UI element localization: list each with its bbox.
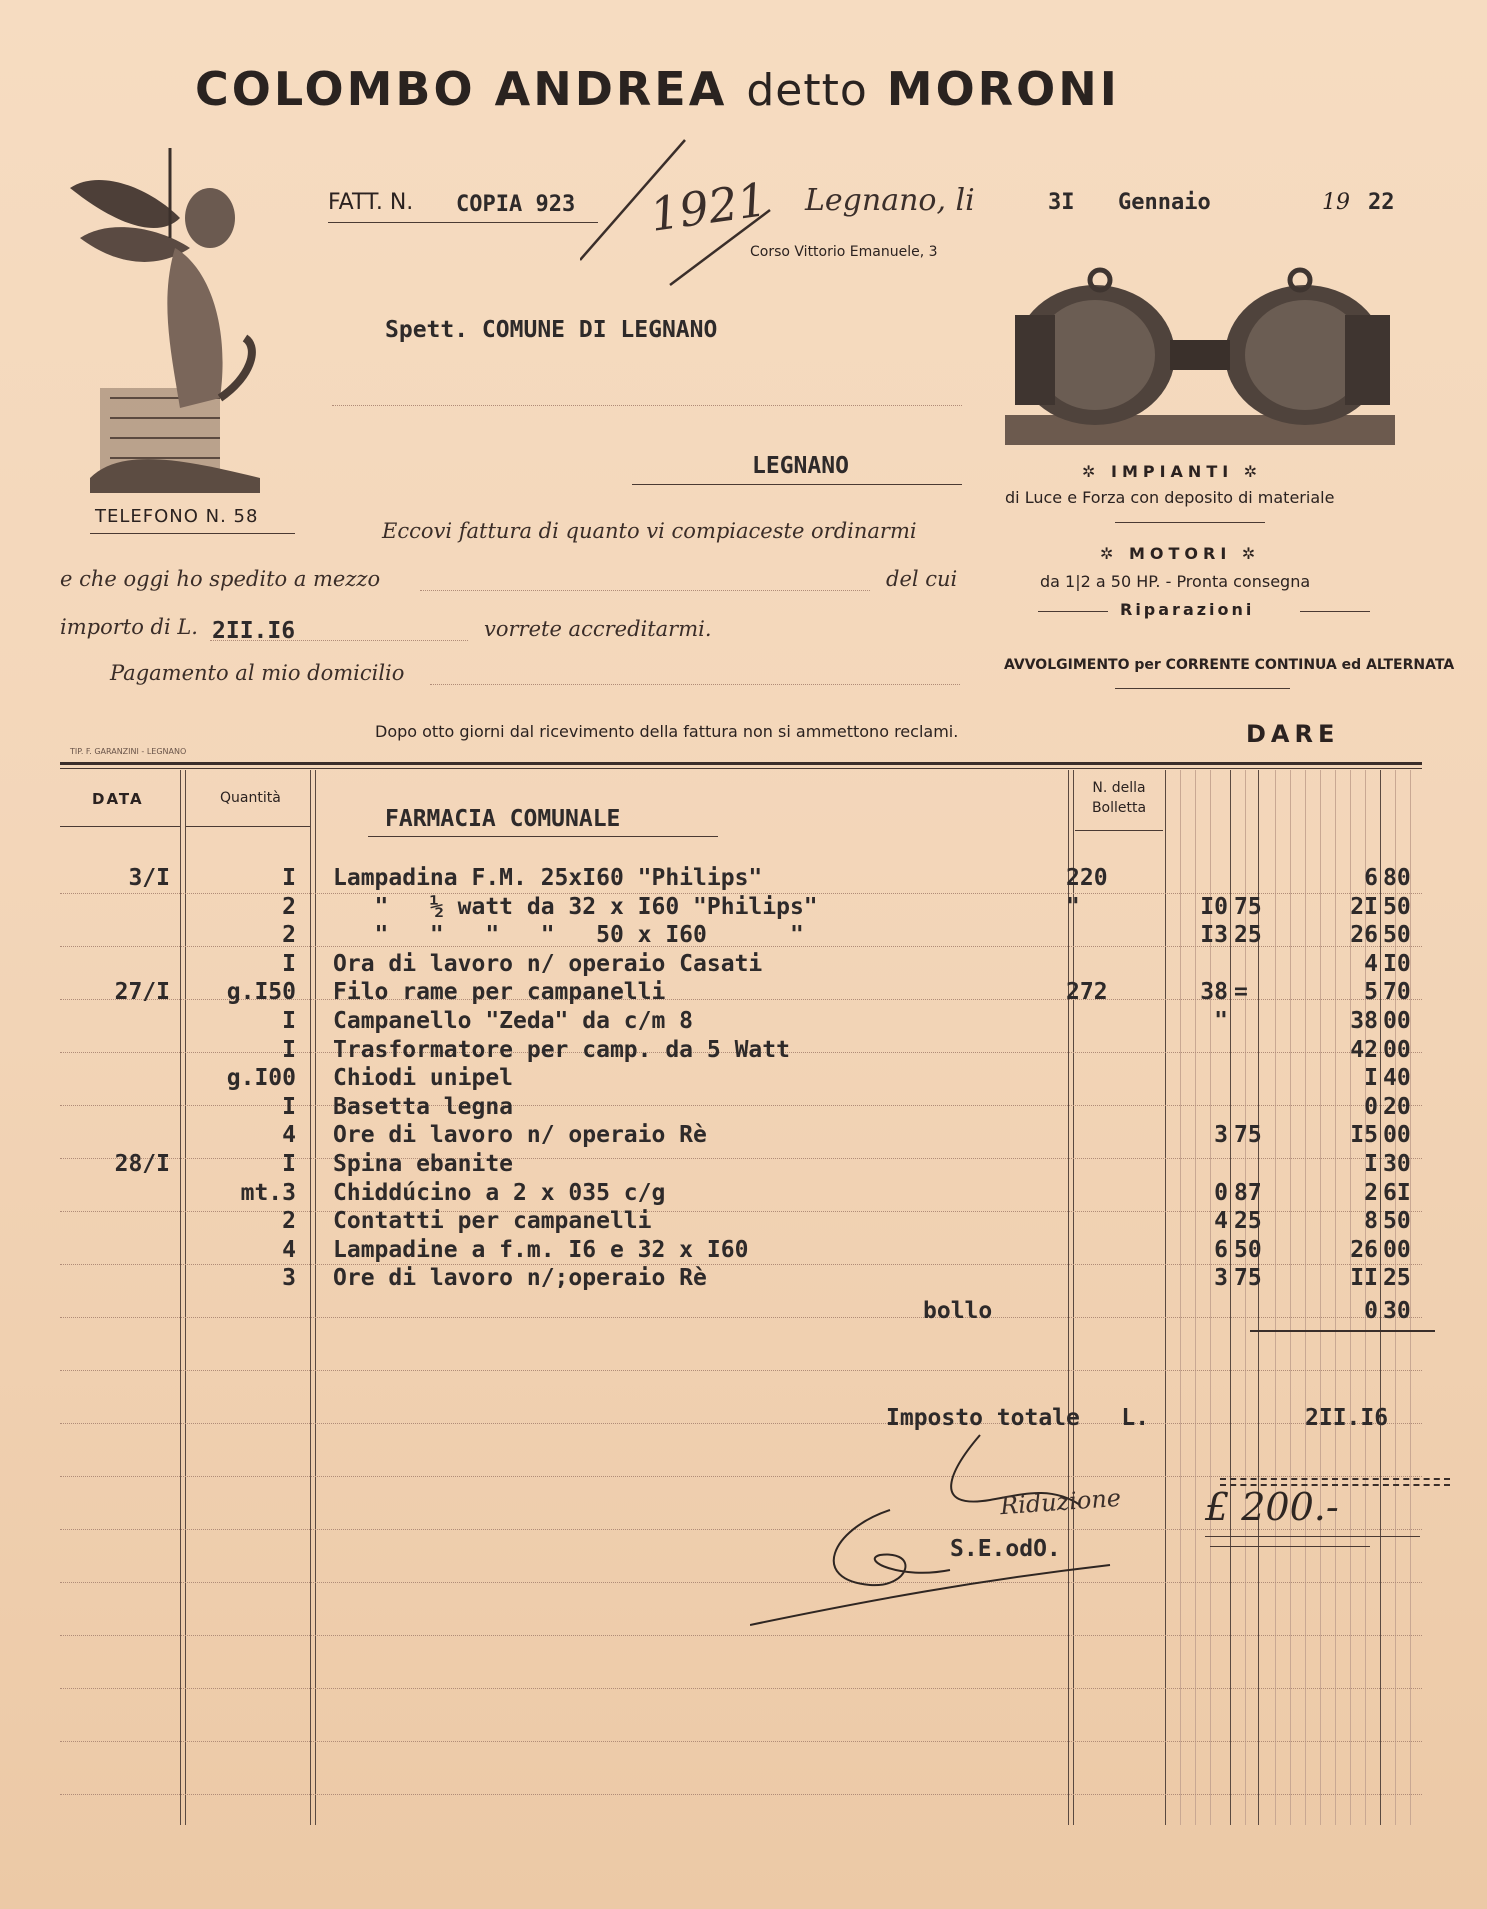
row-bolletta: 272 bbox=[1066, 979, 1108, 1006]
row-description: Chiodi unipel bbox=[333, 1065, 514, 1092]
row-description: Basetta legna bbox=[333, 1093, 514, 1120]
row-unit-price-cents: 75 bbox=[1234, 1265, 1262, 1292]
row-amount-cents: 00 bbox=[1383, 1122, 1411, 1149]
row-amount-lire: 38 bbox=[1350, 1008, 1378, 1034]
row-rule bbox=[60, 1370, 1422, 1371]
company-name-b: detto bbox=[746, 65, 868, 116]
row-description: Spina ebanite bbox=[333, 1151, 514, 1177]
row-unit-price-cents: 75 bbox=[1234, 893, 1262, 920]
recipient-name: Spett. COMUNE DI LEGNANO bbox=[385, 317, 718, 343]
impianti-description: di Luce e Forza con deposito di materiale bbox=[1005, 488, 1335, 507]
row-quantity: 3 bbox=[282, 1265, 296, 1292]
signature-scribble bbox=[750, 1430, 1170, 1630]
row-description: Lampadina F.M. 25xI60 "Philips" bbox=[333, 865, 763, 891]
row-unit-price-cents: 87 bbox=[1234, 1179, 1262, 1206]
row-amount-cents: 40 bbox=[1383, 1065, 1411, 1092]
row-unit-price-lire: I0 bbox=[1200, 893, 1228, 920]
row-unit-price-lire: 6 bbox=[1214, 1236, 1228, 1263]
row-unit-price-lire: 3 bbox=[1214, 1122, 1228, 1149]
reclami-notice: Dopo otto giorni dal ricevimento della fattura non si ammettono reclami. bbox=[375, 722, 959, 741]
row-amount-cents: 00 bbox=[1383, 1236, 1411, 1263]
row-rule bbox=[60, 1476, 1422, 1477]
row-quantity: I bbox=[282, 950, 296, 977]
row-description: Ore di lavoro n/ operaio Rè bbox=[333, 1122, 707, 1149]
date-month: Gennaio bbox=[1118, 190, 1211, 215]
row-bolletta: " bbox=[1066, 893, 1080, 920]
row-description: Campanello "Zeda" da c/m 8 bbox=[333, 1008, 694, 1034]
row-amount-lire: I5 bbox=[1350, 1122, 1378, 1149]
letter-line-2b: del cui bbox=[886, 567, 958, 591]
row-rule bbox=[60, 1741, 1422, 1742]
fatt-number: COPIA 923 bbox=[456, 192, 576, 217]
dare-label: DARE bbox=[1246, 720, 1340, 748]
total-label: Imposto totale L. bbox=[886, 1405, 1150, 1431]
row-unit-price-lire: I3 bbox=[1200, 922, 1228, 949]
cherub-logo-illustration bbox=[60, 148, 300, 498]
row-amount-cents: 25 bbox=[1383, 1265, 1411, 1292]
row-description: Contatti per campanelli bbox=[333, 1208, 652, 1235]
letter-line-3a: importo di L. bbox=[60, 615, 198, 639]
row-amount-cents: 50 bbox=[1383, 922, 1411, 949]
row-quantity: I bbox=[282, 1008, 296, 1034]
impianti-heading: ✲ IMPIANTI ✲ bbox=[1082, 462, 1263, 481]
row-amount-cents: 00 bbox=[1383, 1008, 1411, 1034]
row-amount-lire: 2 bbox=[1364, 1179, 1378, 1206]
row-unit-price-cents: 75 bbox=[1234, 1122, 1262, 1149]
row-quantity: I bbox=[282, 1036, 296, 1063]
row-quantity: g.I00 bbox=[226, 1065, 296, 1092]
row-unit-price-cents: 50 bbox=[1234, 1236, 1262, 1263]
row-description: " ½ watt da 32 x I60 "Philips" bbox=[333, 893, 818, 920]
letter-line-3b: vorrete accreditarmi. bbox=[484, 617, 712, 641]
letter-line-1: Eccovi fattura di quanto vi compiaceste ordinarmi bbox=[382, 519, 917, 543]
row-date: 3/I bbox=[128, 865, 170, 891]
handwritten-slash-marks bbox=[580, 130, 780, 290]
column-header-data: DATA bbox=[92, 790, 144, 808]
row-description: Lampadine a f.m. I6 e 32 x I60 bbox=[333, 1236, 749, 1263]
row-quantity: 2 bbox=[282, 893, 296, 920]
row-quantity: 2 bbox=[282, 1208, 296, 1235]
row-amount-cents: 50 bbox=[1383, 893, 1411, 920]
row-amount-lire: 8 bbox=[1364, 1208, 1378, 1235]
row-unit-price-cents: 25 bbox=[1234, 922, 1262, 949]
date-year-prefix: 19 bbox=[1322, 190, 1350, 215]
row-amount-cents: 20 bbox=[1383, 1093, 1411, 1120]
row-amount-lire: 2I bbox=[1350, 893, 1378, 920]
row-amount-lire: 26 bbox=[1350, 922, 1378, 949]
section-title: FARMACIA COMUNALE bbox=[385, 806, 621, 832]
motori-description: da 1|2 a 50 HP. - Pronta consegna bbox=[1040, 572, 1311, 591]
row-unit-price-lire: " bbox=[1214, 1008, 1228, 1034]
recipient-city: LEGNANO bbox=[752, 453, 849, 479]
row-amount-cents: 80 bbox=[1383, 865, 1411, 891]
letter-amount: 2II.I6 bbox=[212, 618, 296, 644]
row-quantity: I bbox=[282, 1151, 296, 1177]
bollo-amount-cents: 30 bbox=[1383, 1298, 1411, 1324]
bollo-amount-lire: 0 bbox=[1364, 1298, 1378, 1324]
row-description: Filo rame per campanelli bbox=[333, 979, 666, 1006]
row-amount-lire: 42 bbox=[1350, 1036, 1378, 1063]
total-value: 2II.I6 bbox=[1305, 1405, 1389, 1431]
row-date: 28/I bbox=[114, 1151, 170, 1177]
row-amount-lire: 6 bbox=[1364, 865, 1378, 891]
company-name-c: MORONI bbox=[886, 62, 1120, 116]
electric-motors-illustration bbox=[985, 265, 1415, 455]
row-description: " " " " 50 x I60 " bbox=[333, 922, 804, 949]
row-description: Ora di lavoro n/ operaio Casati bbox=[333, 950, 763, 977]
row-unit-price-lire: 4 bbox=[1214, 1208, 1228, 1235]
letter-line-2a: e che oggi ho spedito a mezzo bbox=[60, 567, 381, 591]
row-description: Trasformatore per camp. da 5 Watt bbox=[333, 1036, 790, 1063]
row-unit-price-lire: 0 bbox=[1214, 1179, 1228, 1206]
row-amount-cents: 6I bbox=[1383, 1179, 1411, 1206]
row-unit-price-cents: 25 bbox=[1234, 1208, 1262, 1235]
column-header-bolletta-2: Bolletta bbox=[1091, 800, 1147, 816]
fatt-label: FATT. N. bbox=[328, 190, 414, 215]
row-rule bbox=[60, 1423, 1422, 1424]
row-quantity: 2 bbox=[282, 922, 296, 949]
row-amount-cents: 70 bbox=[1383, 979, 1411, 1006]
column-header-quantita: Quantità bbox=[220, 790, 281, 806]
row-unit-price-lire: 38 bbox=[1200, 979, 1228, 1006]
row-amount-cents: 50 bbox=[1383, 1208, 1411, 1235]
row-quantity: I bbox=[282, 865, 296, 891]
row-date: 27/I bbox=[114, 979, 170, 1006]
row-amount-lire: 0 bbox=[1364, 1093, 1378, 1120]
row-rule bbox=[60, 1635, 1422, 1636]
row-amount-lire: I bbox=[1364, 1065, 1378, 1092]
avvolgimento-text: AVVOLGIMENTO per CORRENTE CONTINUA ed ALTERNATA bbox=[1004, 657, 1455, 673]
row-rule bbox=[60, 1688, 1422, 1689]
printer-credit: TIP. F. GARANZINI - LEGNANO bbox=[70, 747, 187, 756]
row-bolletta: 220 bbox=[1066, 865, 1108, 891]
row-description: Chiddúcino a 2 x 035 c/g bbox=[333, 1179, 666, 1206]
handwritten-note: Riduzione bbox=[999, 1483, 1122, 1521]
row-quantity: I bbox=[282, 1093, 296, 1120]
riparazioni-heading: Riparazioni bbox=[1120, 600, 1255, 619]
row-amount-cents: 30 bbox=[1383, 1151, 1411, 1177]
signature-text: S.E.odO. bbox=[950, 1536, 1061, 1562]
row-quantity: g.I50 bbox=[226, 979, 296, 1006]
bollo-label: bollo bbox=[923, 1298, 993, 1324]
row-rule bbox=[60, 1317, 1422, 1318]
row-amount-lire: 4 bbox=[1364, 950, 1378, 977]
company-address: Corso Vittorio Emanuele, 3 bbox=[750, 244, 938, 260]
row-quantity: 4 bbox=[282, 1122, 296, 1149]
row-description: Ore di lavoro n/;operaio Rè bbox=[333, 1265, 707, 1292]
letter-line-4: Pagamento al mio domicilio bbox=[110, 661, 405, 685]
company-title bbox=[195, 62, 1120, 116]
column-header-bolletta-1: N. della bbox=[1092, 780, 1146, 796]
row-quantity: 4 bbox=[282, 1236, 296, 1263]
handwritten-year: 1921 bbox=[646, 172, 771, 242]
row-amount-cents: 00 bbox=[1383, 1036, 1411, 1063]
row-rule bbox=[60, 1794, 1422, 1795]
telephone-number: TELEFONO N. 58 bbox=[95, 506, 259, 527]
row-amount-cents: I0 bbox=[1383, 950, 1411, 977]
date-day: 3I bbox=[1048, 190, 1075, 215]
row-amount-lire: 26 bbox=[1350, 1236, 1378, 1263]
row-amount-lire: I bbox=[1364, 1151, 1378, 1177]
row-rule bbox=[60, 1582, 1422, 1583]
motori-heading: ✲ MOTORI ✲ bbox=[1100, 544, 1261, 563]
company-name-a: COLOMBO ANDREA bbox=[195, 62, 728, 116]
date-year-suffix: 22 bbox=[1368, 190, 1395, 215]
row-unit-price-lire: 3 bbox=[1214, 1265, 1228, 1292]
row-amount-lire: II bbox=[1350, 1265, 1378, 1292]
row-rule bbox=[60, 1529, 1422, 1530]
city-date-label: Legnano, li bbox=[805, 183, 975, 218]
row-quantity: mt.3 bbox=[240, 1179, 296, 1206]
row-unit-price-cents: = bbox=[1234, 979, 1248, 1006]
handwritten-amount: £ 200.- bbox=[1205, 1485, 1339, 1529]
row-amount-lire: 5 bbox=[1364, 979, 1378, 1006]
